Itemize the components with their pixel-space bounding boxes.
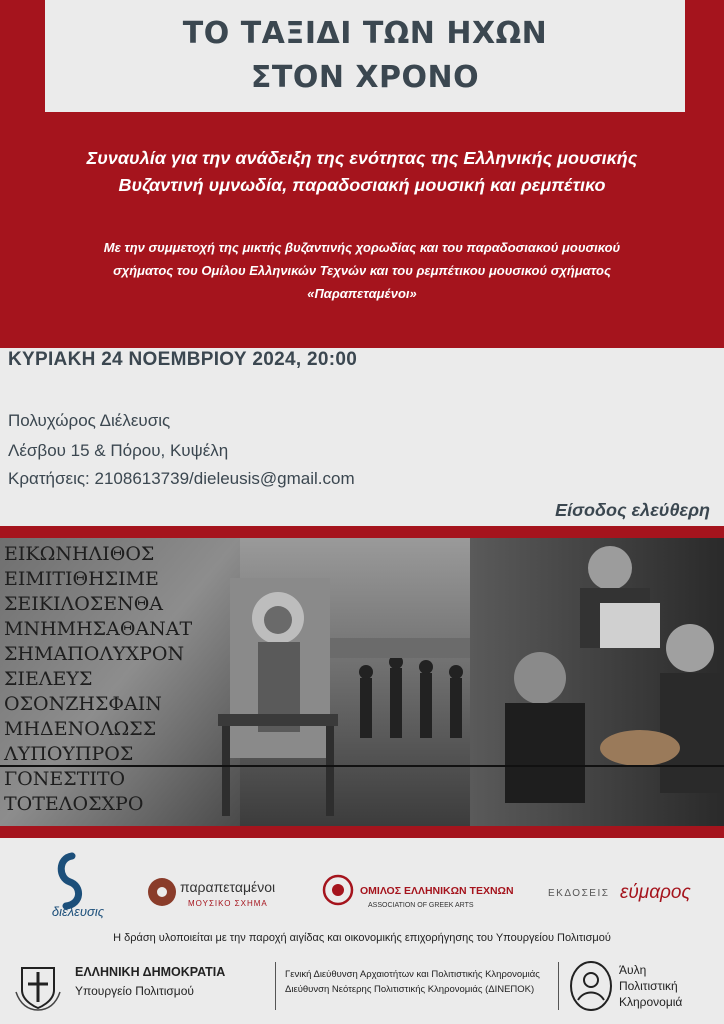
aulh-line3: Κληρονομιά	[619, 995, 683, 1009]
page-title-line2: ΣΤΟΝ ΧΡΟΝΟ	[250, 60, 480, 95]
republic-label: ΕΛΛΗΝΙΚΗ ΔΗΜΟΚΡΑΤΙΑ	[75, 965, 226, 979]
inscription-line: ΓΟΝΕΣΤΙΤΟ	[4, 768, 126, 790]
venue-address: Λέσβου 15 & Πόρου, Κυψέλη	[8, 441, 229, 460]
eumaros-prefix: ΕΚΔΟΣΕΙΣ	[548, 888, 610, 899]
ministry-label: Υπουργείο Πολιτισμού	[75, 984, 194, 998]
aulh-line2: Πολιτιστική	[619, 979, 678, 993]
parapetamenoi-name: παραπεταμένοι	[180, 879, 276, 895]
inscription-line: ΕΙΚΩΝΗΛΙΘΟΣ	[4, 543, 155, 565]
footer-divider-2	[558, 962, 559, 1010]
inscription-line: ΛΥΠΟΥΠΡΟΣ	[4, 743, 134, 765]
reservations: Κρατήσεις: 2108613739/dieleusis@gmail.com	[8, 469, 355, 488]
event-date: ΚΥΡΙΑΚΗ 24 ΝΟΕΜΒΡΙΟΥ 2024, 20:00	[8, 349, 358, 370]
subtitle-line2: Βυζαντινή υμνωδία, παραδοσιακή μουσική και ρεμπέτικο	[118, 175, 606, 195]
partner-logos	[0, 848, 724, 928]
inscription-line: ΜΝΗΜΗΣΑΘΑΝΑΤ	[4, 618, 193, 640]
footer	[0, 952, 724, 1024]
omilos-logo	[324, 876, 514, 909]
collage-photo	[0, 538, 724, 826]
inscription-line: ΟΣΟΝΖΗΣΦΑΙΝ	[4, 693, 162, 715]
eumaros-logo	[548, 882, 691, 903]
participants-line3: «Παραπεταμένοι»	[307, 286, 417, 301]
aulh-line1: Άυλη	[619, 963, 647, 977]
omilos-name: ΟΜΙΛΟΣ ΕΛΛΗΝΙΚΩΝ ΤΕΧΝΩΝ	[360, 885, 514, 897]
page-title-line1: ΤΟ ΤΑΞΙΔΙ ΤΩΝ ΗΧΩΝ	[182, 16, 548, 51]
footer-divider-1	[275, 962, 276, 1010]
omilos-sub: ASSOCIATION OF GREEK ARTS	[368, 902, 474, 909]
subtitle	[0, 145, 724, 199]
support-text: Η δράση υλοποιείται με την παροχή αιγίδας και οικονομικής επιχορήγησης του Υπουργείου Πολιτισμού	[113, 932, 611, 944]
directorate-line1: Γενική Διεύθυνση Αρχαιοτήτων και Πολιτιστικής Κληρονομιάς	[285, 969, 540, 980]
participants-text	[20, 236, 704, 305]
inscription-line: ΣΗΜΑΠΟΛΥΧΡΟΝ	[4, 643, 185, 665]
parapetamenoi-sub: ΜΟΥΣΙΚΟ ΣΧΗΜΑ	[188, 899, 268, 908]
participants-line1: Με την συμμετοχή της μικτής βυζαντινής χορωδίας και του παραδοσιακού μουσικού	[103, 240, 621, 255]
subtitle-line1: Συναυλία για την ανάδειξη της ενότητας της Ελληνικής μουσικής	[86, 148, 638, 168]
dieleusis-text: διέλευσις	[51, 904, 105, 919]
inscription-line: ΤΟΤΕΛΟΣΧΡΟ	[4, 793, 144, 815]
parapetamenoi-logo	[148, 878, 275, 908]
eumaros-name: εύμαρος	[620, 882, 691, 903]
title-box	[45, 0, 685, 112]
inscription-line: ΣΕΙΚΙΛΟΣΕΝΘΑ	[4, 593, 164, 615]
inscription-line: ΕΙΜΙΤΙΘΗΣΙΜΕ	[4, 568, 159, 590]
participants-line2: σχήματος του Ομίλου Ελληνικών Τεχνών και του ρεμπέτικου μουσικού σχήματος	[113, 263, 611, 278]
inscription-line: ΣΙΕΛΕΥΣ	[4, 668, 93, 690]
photo-frame	[0, 526, 724, 838]
inscription-line: ΜΗΔΕΝΟΛΩΣΣ	[4, 718, 157, 740]
directorate-line2: Διεύθυνση Νεότερης Πολιτιστικής Κληρονομιάς (ΔΙΝΕΠΟΚ)	[285, 984, 535, 995]
aulh-label	[619, 962, 682, 1010]
aulh-emblem-icon	[568, 960, 614, 1012]
venue-name: Πολυχώρος Διέλευσις	[8, 411, 171, 430]
greek-emblem-icon	[14, 962, 62, 1012]
dieleusis-logo	[52, 856, 105, 919]
free-entry: Είσοδος ελεύθερη	[555, 500, 710, 520]
